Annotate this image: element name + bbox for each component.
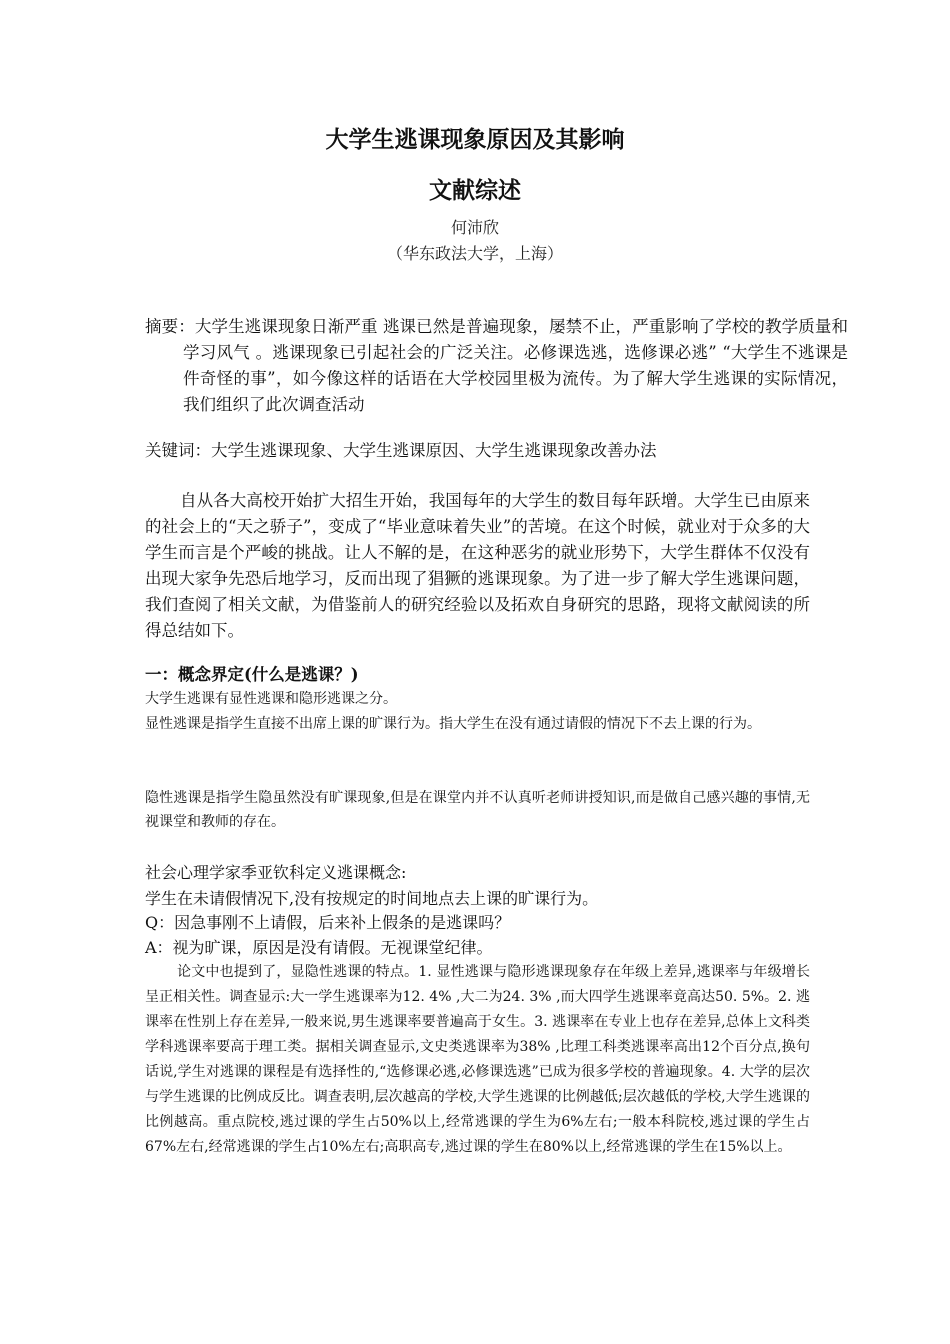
intro-paragraph: 自从各大高校开始扩大招生开始，我国每年的大学生的数目每年跃增。大学生已由原来的社会上的“天之骄子”，变成了“毕业意味着失业”的苦境。在这个时候，就业对于众多的大学生而言是个严峻的挑战。让人不解的是，在这种恶劣的就业形势下，大学生群体不仅没有出现大家争先恐后地学习，反而出现了猖獗的逃课现象。为了进一步了解大学生逃课问题，我们查阅了相关文献，为借鉴前人的研究经验以及拓欢自身研究的思路，现将文献阅读的所得总结如下。: [145, 491, 810, 640]
keywords-line: 关键词：大学生逃课现象、大学生逃课原因、大学生逃课现象改善办法: [145, 441, 657, 460]
concept-intro-line: 大学生逃课有显性逃课和隐形逃课之分。: [145, 691, 397, 707]
author-affiliation: （华东政法大学，上海）: [386, 244, 563, 263]
explicit-truancy-definition: 显性逃课是指学生直接不出席上课的旷课行为。指大学生在没有通过请假的情况下不去上课的行为。: [145, 716, 761, 732]
document-title: 大学生逃课现象原因及其影响: [325, 126, 625, 153]
section-heading-concept: 一：概念界定(什么是逃课？): [145, 665, 359, 684]
document-subtitle: 文献综述: [429, 177, 521, 204]
implicit-truancy-definition: 隐性逃课是指学生隐虽然没有旷课现象,但是在课堂内并不认真听老师讲授知识,而是做自己感兴趣的事情,无视课堂和教师的存在。: [145, 790, 810, 830]
answer-line: A：视为旷课，原因是没有请假。无视课堂纪律。: [145, 938, 493, 957]
question-line: Q：因急事刚不上请假，后来补上假条的是逃课吗？: [145, 913, 511, 932]
definer-line: 社会心理学家季亚钦科定义逃课概念:: [145, 863, 407, 882]
definition-line: 学生在未请假情况下,没有按规定的时间地点去上课的旷课行为。: [145, 889, 599, 908]
paper-summary-paragraph: 论文中也提到了，显隐性逃课的特点。1. 显性逃课与隐形逃课现象存在年级上差异,逃课率与年级增长呈正相关性。调查显示:大一学生逃课率为12. 4% ,大二为24. 3% ,而大四学生逃课率竟高达50. 5%。2. 逃课率在性别上存在差异,一般来说,男生逃课率要普遍高于女生。3. 逃课率在专业上也存在差异,总体上文科类学科逃课率要高于理工类。据相关调查显示,文史类逃课率为38% ,比理工科类逃课率高出12个百分点,换句话说,学生对逃课的课程是有选择性的,“选修课必逃,必修课选逃”已成为很多学校的普遍现象。4. 大学的层次与学生逃课的比例成反比。调查表明,层次越高的学校,大学生逃课的比例越低;层次越低的学校,大学生逃课的比例越高。重点院校,逃过课的学生占50%以上,经常逃课的学生为6%左右;一般本科院校,逃过课的学生占67%左右,经常逃课的学生占10%左右;高职高专,逃过课的学生在80%以上,经常逃课的学生在15%以上。: [145, 964, 810, 1155]
author-name: 何沛欣: [450, 218, 499, 237]
abstract-paragraph: 摘要：大学生逃课现象日渐严重 逃课已然是普遍现象，屡禁不止，严重影响了学校的教学质量和学习风气 。逃课现象已引起社会的广泛关注。必修课选逃，选修课必逃” “大学生不逃课是件奇怪的事”，如今像这样的话语在大学校园里极为流传。为了解大学生逃课的实际情况，我们组织了此次调查活动: [145, 317, 848, 414]
